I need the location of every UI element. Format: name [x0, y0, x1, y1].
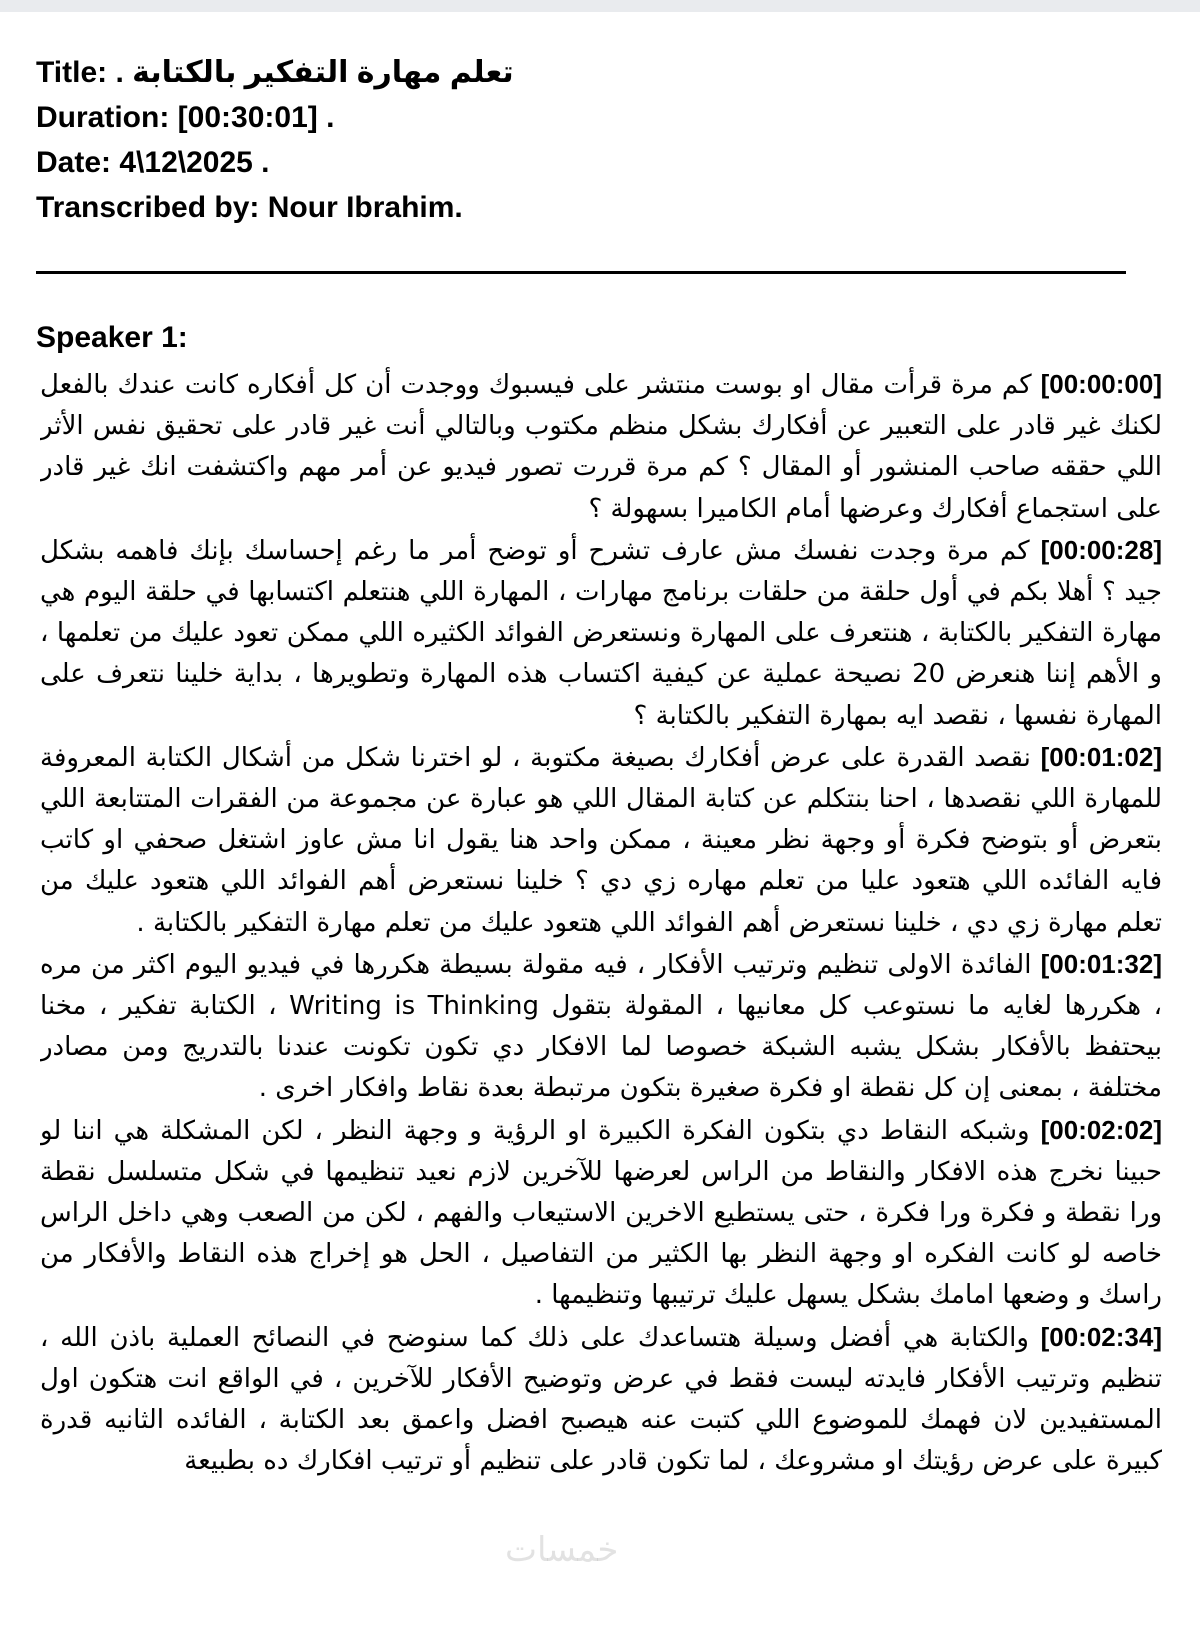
transcriber-value: Nour Ibrahim. — [267, 191, 463, 224]
transcript-segment — [40, 1110, 1162, 1317]
duration-label: Duration: — [36, 101, 170, 134]
segment-text: وشبكه النقاط دي بتكون الفكرة الكبيرة او الرؤية و وجهة النظر ، لكن المشكلة هي اننا لو حبينا نخرج هذه الافكار والنقاط من الراس لعرضها للآخرين لازم نعيد تنظيمها في شكل متسلسل نقطة ورا نقطة و فكرة ورا فكرة ، حتى يستطيع الاخرين الاستيعاب والفهم ، لكن من الصعب وهي داخل الراس خاصه لو كانت الفكره او وجهة النظر بها الكثير من التفاصيل ، الحل هو إخراج هذه النقاط والأفكار من راسك و وضعها امامك بشكل يسهل عليك ترتيبها وتنظيمها . — [40, 1115, 1162, 1311]
transcript-segment — [40, 737, 1162, 944]
date-value: 4\12\2025 . — [119, 146, 270, 179]
document-header — [36, 50, 1136, 230]
duration-line — [36, 95, 1136, 140]
transcript-segment — [40, 530, 1162, 737]
segment-timestamp: [00:00:28] — [1040, 534, 1162, 565]
segment-text: كم مرة وجدت نفسك مش عارف تشرح أو توضح أمر ما رغم إحساسك بإنك فاهمه بشكل جيد ؟ أهلا بكم في أول حلقة من حلقات برنامج مهارات ، المهارة اللي هنتعلم اكتسابها في حلقة اليوم هي مهارة التفكير بالكتابة ، هنتعرف على المهارة ونستعرض الفوائد الكثيره اللي ممكن تعود عليك من تعلمها ، و الأهم إننا هنعرض 20 نصيحة عملية عن كيفية اكتساب هذه المهارة وتطويرها ، بداية خلينا نتعرف على المهارة نفسها ، نقصد ايه بمهارة التفكير بالكتابة ؟ — [40, 535, 1162, 731]
transcript-body — [40, 364, 1162, 1629]
transcriber-line — [36, 185, 1136, 230]
transcript-segment — [40, 1317, 1162, 1483]
title-line — [36, 50, 1136, 95]
duration-value: [00:30:01] . — [177, 101, 335, 134]
segment-timestamp: [00:01:02] — [1040, 741, 1162, 772]
date-label: Date: — [36, 146, 112, 179]
segment-timestamp: [00:00:00] — [1040, 369, 1162, 399]
top-strip — [0, 0, 1200, 12]
transcriber-label: Transcribed by: — [36, 191, 260, 224]
transcript-segment — [40, 364, 1162, 530]
segment-timestamp: [00:01:32] — [1040, 948, 1162, 979]
transcript-segment — [40, 944, 1162, 1110]
segment-text: نقصد القدرة على عرض أفكارك بصيغة مكتوبة ، لو اخترنا شكل من أشكال الكتابة المعروفة للمهارة اللي نقصدها ، احنا بنتكلم عن كتابة المقال اللي هو عبارة عن مجموعة من الفقرات المتتابعة اللي بتعرض أو بتوضح فكرة أو وجهة نظر معينة ، ممكن واحد هنا يقول انا مش عاوز اشتغل صحفي او كاتب فايه الفائده اللي هتعود عليا من تعلم مهاره زي دي ؟ خلينا نستعرض أهم الفوائد اللي هتعود عليك من تعلم مهارة زي دي ، خلينا نستعرض أهم الفوائد اللي هتعود عليك من تعلم مهارة التفكير بالكتابة . — [40, 742, 1162, 938]
title-value: تعلم مهارة التفكير بالكتابة . — [115, 56, 514, 89]
date-line — [36, 140, 1136, 185]
segment-text: كم مرة قرأت مقال او بوست منتشر على فيسبوك ووجدت أن كل أفكاره كانت عندك بالفعل لكنك غير قادر على التعبير عن أفكارك بشكل منظم مكتوب وبالتالي أنت غير قادر على تحقيق نفس الأثر اللي حققه صاحب المنشور أو المقال ؟ كم مرة قررت تصور فيديو عن أمر مهم واكتشفت انك غير قادر على استجماع أفكارك وعرضها أمام الكاميرا بسهولة ؟ — [40, 370, 1162, 524]
segment-timestamp: [00:02:34] — [1040, 1321, 1162, 1352]
watermark-logo: خمسات — [505, 1530, 619, 1570]
segment-text: الفائدة الاولى تنظيم وترتيب الأفكار ، فيه مقولة بسيطة هكررها في فيديو اليوم اكثر من مره ، هكررها لغايه ما نستوعب كل معانيها ، المقولة بتقول Writing is Thinking ، الكتابة تفكير ، مخنا بيحتفظ بالأفكار بشكل يشبه الشبكة خصوصا لما الافكار دي تكون تكونت عندنا بالتدريج ومن مصادر مختلفة ، بمعنى إن كل نقطة او فكرة صغيرة بتكون مرتبطة بعدة نقاط وافكار اخرى . — [40, 949, 1162, 1104]
speaker-label: Speaker 1: — [36, 321, 188, 354]
title-label: Title: — [36, 56, 108, 89]
segment-text: والكتابة هي أفضل وسيلة هتساعدك على ذلك كما سنوضح في النصائح العملية باذن الله ، تنظيم وترتيب الأفكار فايدته ليست فقط في عرض وتوضيح الأفكار للآخرين ، في الواقع انت هتكون اول المستفيدين لان فهمك للموضوع اللي كتبت عنه هيصبح افضل واعمق بعد الكتابة ، الفائده الثانيه قدرة كبيرة على عرض رؤيتك او مشروعك ، لما تكون قادر على تنظيم أو ترتيب افكارك ده بطبيعة — [40, 1322, 1162, 1477]
divider-line — [36, 271, 1126, 274]
segment-timestamp: [00:02:02] — [1040, 1114, 1162, 1145]
